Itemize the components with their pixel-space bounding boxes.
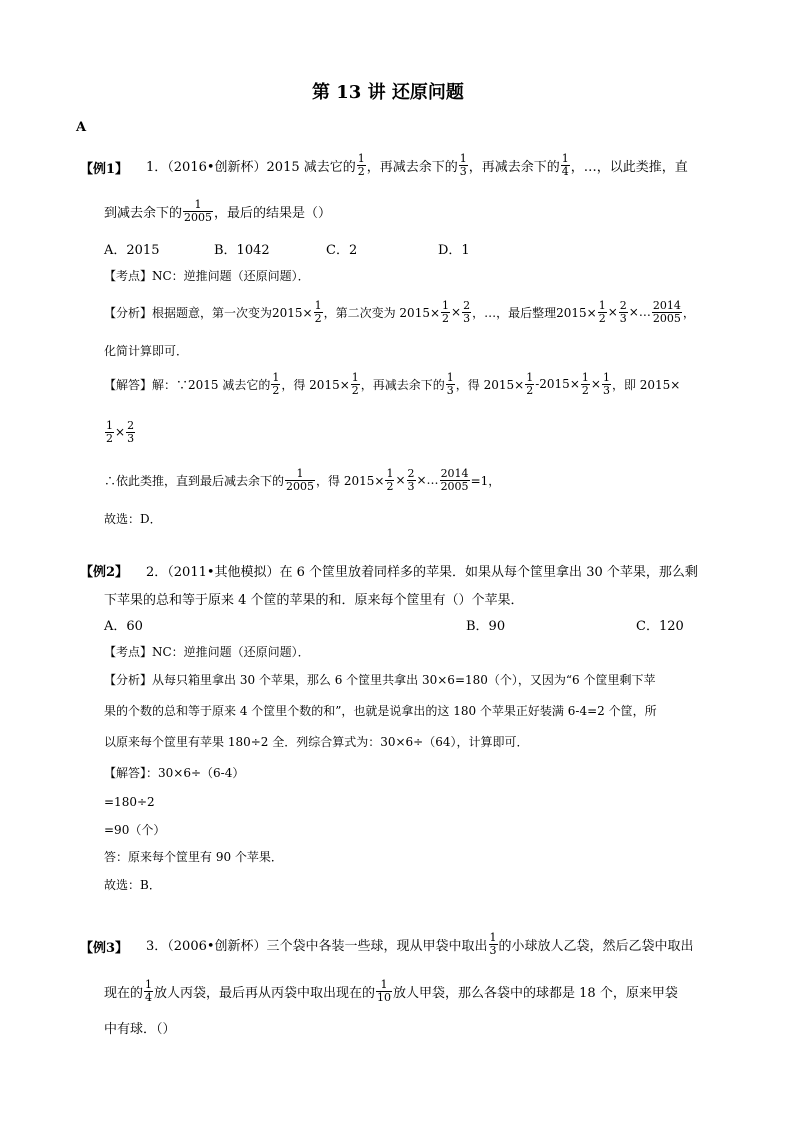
fenxi-line2: 化简计算即可． (104, 344, 189, 358)
fraction: $\frac{1}{10}$ (377, 977, 392, 1004)
example-1-line2 (104, 194, 331, 228)
fraction: $\frac{2}{3}$ (407, 466, 415, 493)
text: ∴依此类推，直到最后减去余下的 (104, 473, 285, 488)
example-2-line2: 下苹果的总和等于原来 4 个筐的苹果的和．原来每个筐里有（）个苹果． (104, 593, 524, 608)
example-3-tag: 【例3】 (80, 941, 129, 956)
fraction: $\frac{2}{3}$ (619, 298, 627, 325)
option: B．90 (466, 619, 506, 634)
example-2-line1: 2．（2011•其他模拟）在 6 个筐里放着同样多的苹果．如果从每个筐里拿出 30 个苹果，那么剩 (146, 565, 698, 580)
fraction: $\frac{1}{2}$ (442, 298, 450, 325)
fraction: $\frac{2}{3}$ (127, 418, 135, 445)
text: ×… (416, 473, 439, 487)
text: ，得 2015× (316, 473, 385, 488)
text: ，再减去余下的 (468, 159, 560, 175)
kaodian: 【考点】NC：逆推问题（还原问题）． (104, 645, 310, 659)
section-label: A (76, 120, 87, 135)
text: ×… (628, 305, 651, 319)
text: × (395, 473, 406, 487)
fraction: $\frac{1}{2005}$ (184, 197, 213, 224)
example-2-tag: 【例2】 (80, 565, 129, 580)
jieda-line2 (104, 414, 136, 450)
text: ， (682, 305, 695, 320)
fraction: $\frac{2}{3}$ (463, 298, 471, 325)
fraction: $\frac{2014}{2005}$ (440, 466, 469, 493)
text: 【分析】根据题意，第一次变为2015× (104, 305, 313, 320)
fraction: $\frac{1}{3}$ (489, 930, 497, 957)
text: =1， (470, 473, 501, 488)
therefore-line (104, 462, 500, 498)
fraction: $\frac{1}{2}$ (598, 298, 606, 325)
fraction: $\frac{1}{3}$ (446, 370, 454, 397)
fraction: $\frac{1}{2}$ (386, 466, 394, 493)
text: 放人甲袋，那么各袋中的球都是 18 个，原来甲袋 (393, 985, 678, 1001)
jieda-line1 (104, 366, 680, 402)
fraction: $\frac{1}{2}$ (357, 151, 365, 178)
fenxi-line3: 以原来每个筐里有苹果 180÷2 全．列综合算式为：30×6÷（64），计算即可． (104, 735, 529, 749)
text: ，再减去余下的 (360, 377, 445, 392)
example-1-line1 (146, 148, 688, 182)
option: A．60 (104, 619, 143, 634)
fraction: $\frac{1}{2}$ (581, 370, 589, 397)
text: ，再减去余下的 (366, 159, 458, 175)
fraction: $\frac{1}{2}$ (526, 370, 534, 397)
fraction: $\frac{1}{4}$ (145, 977, 153, 1004)
fenxi-line2: 果的个数的总和等于原来 4 个筐里个数的和”，也就是说拿出的这 180 个苹果正好装满 6-4=2 个筐，所 (104, 704, 657, 718)
text: 1．（2016•创新杯）2015 减去它的 (146, 159, 356, 175)
page-title: 第 13 讲 还原问题 (312, 82, 464, 103)
text: ，即 2015× (611, 377, 681, 392)
option: D．1 (438, 243, 470, 258)
jieda-line3: =90（个） (104, 823, 166, 837)
example-3-line3: 中有球．（） (104, 1022, 176, 1037)
fenxi-line1: 【分析】从每只箱里拿出 30 个苹果，那么 6 个筐里共拿出 30×6=180（个），又因为“6 个筐里剩下苹 (104, 673, 656, 687)
example-3-line2 (104, 974, 678, 1008)
text: ，第二次变为 2015× (323, 305, 441, 320)
text: 的小球放人乙袋，然后乙袋中取出 (498, 938, 694, 954)
text: ，得 2015× (281, 377, 350, 392)
text: ，…，最后整理2015× (472, 305, 597, 320)
guxuan: 故选：D． (104, 512, 162, 526)
fraction: $\frac{1}{3}$ (459, 151, 467, 178)
text: 到减去余下的 (104, 205, 183, 221)
text: × (607, 305, 618, 319)
fraction: $\frac{2014}{2005}$ (652, 298, 681, 325)
fraction: $\frac{1}{2005}$ (286, 466, 315, 493)
guxuan: 故选：B． (104, 878, 161, 892)
fraction: $\frac{1}{2}$ (272, 370, 280, 397)
fraction: $\frac{1}{2}$ (351, 370, 359, 397)
text: 现在的 (104, 985, 144, 1001)
text: ，最后的结果是（） (214, 205, 332, 221)
text: 放人丙袋，最后再从丙袋中取出现在的 (154, 985, 376, 1001)
text: × (590, 377, 601, 391)
example-3-line1 (146, 927, 694, 961)
text: 3．（2006•创新杯）三个袋中各装一些球，现从甲袋中取出 (146, 938, 488, 954)
option: C．120 (636, 619, 684, 634)
text: × (451, 305, 462, 319)
fraction: $\frac{1}{2}$ (314, 298, 322, 325)
kaodian: 【考点】NC：逆推问题（还原问题）． (104, 269, 310, 283)
option: B．1042 (214, 243, 270, 258)
text: × (115, 425, 126, 439)
option: C．2 (326, 243, 358, 258)
fenxi-line1 (104, 294, 695, 330)
jieda-line2: =180÷2 (104, 795, 155, 809)
fraction: $\frac{1}{3}$ (602, 370, 610, 397)
example-1-tag: 【例1】 (80, 162, 129, 177)
option: A．2015 (104, 243, 160, 258)
text: ，…，以此类推，直 (570, 159, 688, 175)
answer: 答：原来每个筐里有 90 个苹果． (104, 850, 283, 864)
text: 【解答】解：∵2015 减去它的 (104, 377, 271, 392)
jieda-line1: 【解答】：30×6÷（6-4） (104, 766, 245, 780)
text: -2015× (535, 377, 580, 391)
fraction: $\frac{1}{4}$ (561, 151, 569, 178)
text: ，得 2015× (455, 377, 525, 392)
fraction: $\frac{1}{2}$ (106, 418, 113, 445)
